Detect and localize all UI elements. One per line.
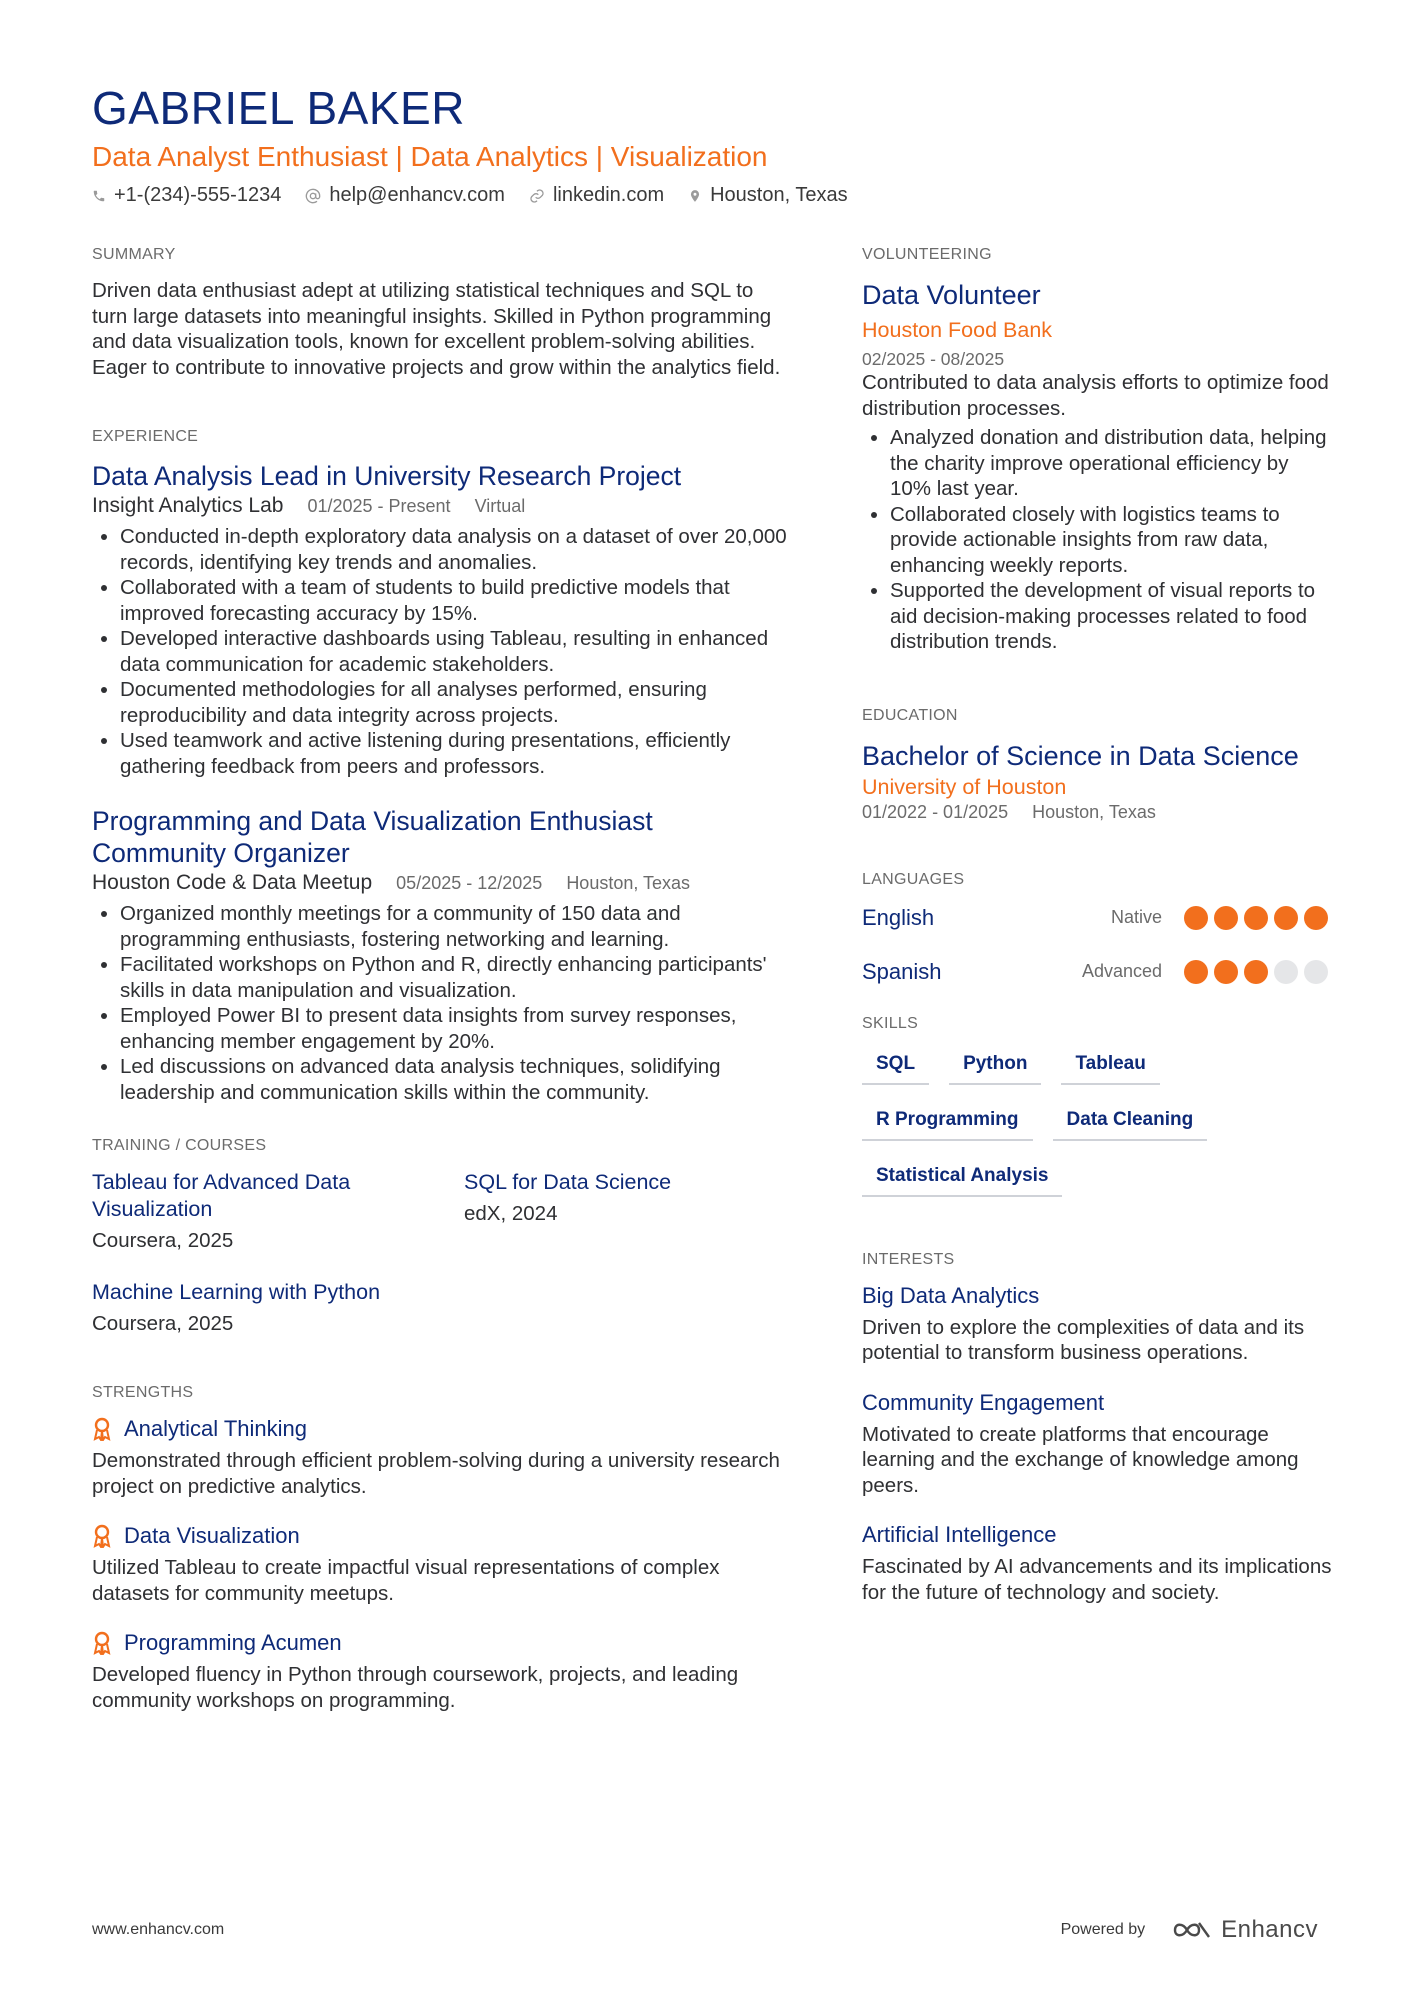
interests-section bbox=[862, 1251, 1332, 1606]
enhancv-logo[interactable] bbox=[1169, 1916, 1318, 1944]
rating-dot bbox=[1184, 906, 1208, 930]
languages-section bbox=[862, 871, 1332, 987]
summary-heading: SUMMARY bbox=[92, 246, 176, 263]
volunteer-organization: Houston Food Bank bbox=[862, 318, 1053, 342]
job-dates: 05/2025 - 12/2025 bbox=[396, 873, 543, 893]
course-item bbox=[92, 1279, 464, 1336]
interest-item bbox=[862, 1390, 1332, 1499]
job-title: Data Analysis Lead in University Research Project bbox=[92, 461, 682, 491]
strength-header bbox=[92, 1630, 792, 1656]
strength-item bbox=[92, 1523, 792, 1606]
skill-tag: Statistical Analysis bbox=[862, 1159, 1062, 1197]
course-title: SQL for Data Science bbox=[464, 1170, 672, 1194]
resume-header bbox=[92, 80, 1322, 207]
training-heading: TRAINING / COURSES bbox=[92, 1137, 267, 1154]
degree-title: Bachelor of Science in Data Science bbox=[862, 740, 1299, 771]
job-bullet: • Facilitated workshops on Python and R, directly enhancing participants' skills in data manipulation and visualization. bbox=[120, 952, 792, 1003]
contact-email[interactable] bbox=[305, 184, 505, 207]
interests-heading: INTERESTS bbox=[862, 1250, 955, 1268]
skill-tag: R Programming bbox=[862, 1103, 1033, 1141]
course-item bbox=[92, 1169, 464, 1253]
rating-dot bbox=[1214, 906, 1238, 930]
experience-item bbox=[92, 805, 792, 1105]
job-location: Houston, Texas bbox=[566, 873, 691, 893]
skills-heading: SKILLS bbox=[862, 1014, 919, 1032]
language-name: English bbox=[862, 904, 935, 930]
job-meta bbox=[92, 871, 792, 895]
strength-title: Programming Acumen bbox=[124, 1630, 342, 1655]
rating-dot bbox=[1244, 960, 1268, 984]
language-row bbox=[862, 957, 1332, 987]
contact-phone[interactable] bbox=[92, 184, 281, 207]
volunteer-bullet: • Supported the development of visual reports to aid decision-making processes related to food distribution trends. bbox=[890, 578, 1332, 655]
award-ribbon-icon bbox=[92, 1524, 112, 1548]
phone-text: +1-(234)-555-1234 bbox=[114, 184, 282, 206]
strength-description: Demonstrated through efficient problem-solving during a university research project on predictive analytics. bbox=[92, 1449, 780, 1498]
page-footer bbox=[92, 1916, 1318, 1944]
volunteer-bullet: • Collaborated closely with logistics teams to provide actionable insights from raw data, enhancing weekly reports. bbox=[890, 502, 1332, 579]
summary-section bbox=[92, 246, 792, 380]
course-provider: Coursera, 2025 bbox=[92, 1312, 234, 1335]
linkedin-text: linkedin.com bbox=[552, 184, 665, 206]
job-bullet: • Employed Power BI to present data insights from survey responses, enhancing member engagement by 20%. bbox=[120, 1003, 792, 1054]
summary-text: Driven data enthusiast adept at utilizing statistical techniques and SQL to turn large datasets into meaningful insights. Skilled in Python programming and data visualization tools, known for excellent problem-solving abilities. Eager to contribute to innovative projects and grow within the analytics field. bbox=[92, 279, 781, 379]
interest-item bbox=[862, 1283, 1332, 1366]
job-bullets bbox=[92, 901, 792, 1105]
enhancv-brand-text: Enhancv bbox=[1221, 1916, 1318, 1943]
rating-dot bbox=[1274, 960, 1298, 984]
language-level: Advanced bbox=[1081, 961, 1162, 981]
course-grid bbox=[92, 1169, 792, 1336]
skill-tags bbox=[862, 1047, 1332, 1215]
link-icon bbox=[529, 188, 545, 204]
volunteer-role: Data Volunteer bbox=[862, 280, 1041, 310]
volunteer-description: Contributed to data analysis efforts to optimize food distribution processes. bbox=[862, 371, 1329, 420]
interest-description: Motivated to create platforms that encourage learning and the exchange of knowledge among peers. bbox=[862, 1422, 1299, 1497]
rating-dot bbox=[1304, 906, 1328, 930]
languages-heading: LANGUAGES bbox=[862, 870, 965, 888]
enhancv-logo-icon bbox=[1169, 1919, 1213, 1941]
education-meta bbox=[862, 802, 1332, 823]
rating-dot bbox=[1214, 960, 1238, 984]
contact-linkedin[interactable] bbox=[529, 184, 664, 207]
volunteer-bullet: • Analyzed donation and distribution data, helping the charity improve operational efficiency by 10% last year. bbox=[890, 425, 1332, 502]
rating-dot bbox=[1304, 960, 1328, 984]
interest-title: Artificial Intelligence bbox=[862, 1522, 1057, 1547]
strength-header bbox=[92, 1523, 792, 1549]
job-bullet: • Conducted in-depth exploratory data analysis on a dataset of over 20,000 records, identifying key trends and anomalies. bbox=[120, 524, 792, 575]
volunteering-heading: VOLUNTEERING bbox=[862, 246, 992, 263]
rating-dot bbox=[1244, 906, 1268, 930]
strength-description: Developed fluency in Python through coursework, projects, and leading community workshops on programming. bbox=[92, 1663, 739, 1712]
rating-dot bbox=[1274, 906, 1298, 930]
job-meta bbox=[92, 494, 792, 518]
education-section bbox=[862, 707, 1332, 823]
language-level: Native bbox=[1110, 907, 1162, 927]
contact-bar bbox=[92, 184, 1322, 207]
course-provider: Coursera, 2025 bbox=[92, 1229, 234, 1252]
education-dates: 01/2022 - 01/2025 bbox=[862, 801, 1009, 822]
left-column bbox=[92, 246, 792, 1761]
course-title: Tableau for Advanced Data Visualization bbox=[92, 1170, 351, 1221]
footer-url-link[interactable]: www.enhancv.com bbox=[92, 1921, 225, 1938]
strengths-heading: STRENGTHS bbox=[92, 1384, 194, 1401]
job-company: Houston Code & Data Meetup bbox=[92, 871, 373, 894]
job-company: Insight Analytics Lab bbox=[92, 494, 284, 517]
interest-description: Driven to explore the complexities of data and its potential to transform business operations. bbox=[862, 1315, 1305, 1364]
contact-location bbox=[688, 184, 848, 207]
language-name: Spanish bbox=[862, 958, 942, 984]
job-bullets bbox=[92, 524, 792, 779]
job-bullet: • Documented methodologies for all analyses performed, ensuring reproducibility and data integrity across projects. bbox=[120, 677, 792, 728]
strength-title: Data Visualization bbox=[124, 1523, 300, 1548]
job-bullet: • Used teamwork and active listening during presentations, efficiently gathering feedback from peers and professors. bbox=[120, 728, 792, 779]
interest-description: Fascinated by AI advancements and its implications for the future of technology and society. bbox=[862, 1555, 1332, 1604]
job-title: Programming and Data Visualization Enthusiast Community Organizer bbox=[92, 806, 653, 868]
experience-heading: EXPERIENCE bbox=[92, 428, 199, 445]
strength-description: Utilized Tableau to create impactful visual representations of complex datasets for community meetups. bbox=[92, 1556, 720, 1605]
location-text: Houston, Texas bbox=[710, 184, 848, 206]
strengths-section bbox=[92, 1384, 792, 1713]
interest-item bbox=[862, 1522, 1332, 1605]
location-pin-icon bbox=[688, 187, 702, 205]
skill-tag: Tableau bbox=[1061, 1047, 1159, 1085]
job-location: Virtual bbox=[474, 496, 526, 516]
rating-dot bbox=[1184, 960, 1208, 984]
phone-icon bbox=[92, 188, 106, 204]
interest-title: Big Data Analytics bbox=[862, 1282, 1040, 1308]
volunteer-bullets bbox=[862, 425, 1332, 655]
course-provider: edX, 2024 bbox=[464, 1202, 558, 1225]
strength-item bbox=[92, 1630, 792, 1713]
course-title: Machine Learning with Python bbox=[92, 1280, 381, 1304]
strength-header bbox=[92, 1416, 792, 1442]
job-bullet: • Organized monthly meetings for a community of 150 data and programming enthusiasts, fostering networking and learning. bbox=[120, 901, 792, 952]
education-location: Houston, Texas bbox=[1032, 801, 1156, 822]
award-ribbon-icon bbox=[92, 1631, 112, 1655]
volunteer-dates: 02/2025 - 08/2025 bbox=[862, 349, 1005, 369]
school-name: University of Houston bbox=[862, 774, 1067, 799]
job-dates: 01/2025 - Present bbox=[307, 496, 451, 516]
skill-tag: SQL bbox=[862, 1047, 929, 1085]
candidate-tagline: Data Analyst Enthusiast | Data Analytics | Visualization bbox=[92, 141, 768, 172]
interest-title: Community Engagement bbox=[862, 1389, 1105, 1415]
language-rating bbox=[1178, 906, 1328, 930]
skill-tag: Data Cleaning bbox=[1053, 1103, 1208, 1141]
strength-item bbox=[92, 1416, 792, 1499]
skill-tag: Python bbox=[949, 1047, 1041, 1085]
right-column bbox=[862, 246, 1332, 1653]
powered-by bbox=[1061, 1916, 1318, 1944]
language-row bbox=[862, 903, 1332, 933]
email-text: help@enhancv.com bbox=[329, 184, 505, 206]
award-ribbon-icon bbox=[92, 1417, 112, 1441]
candidate-name: GABRIEL BAKER bbox=[92, 82, 465, 134]
job-bullet: • Led discussions on advanced data analysis techniques, solidifying leadership and communication skills within the community. bbox=[120, 1054, 792, 1105]
job-bullet: • Collaborated with a team of students to build predictive models that improved forecasting accuracy by 15%. bbox=[120, 575, 792, 626]
experience-section bbox=[92, 428, 792, 1105]
course-item bbox=[464, 1169, 792, 1253]
training-section bbox=[92, 1137, 792, 1336]
powered-by-label: Powered by bbox=[1060, 1921, 1146, 1938]
education-heading: EDUCATION bbox=[862, 706, 958, 724]
experience-item bbox=[92, 460, 792, 779]
at-icon bbox=[305, 188, 321, 204]
job-bullet: • Developed interactive dashboards using Tableau, resulting in enhanced data communication for academic stakeholders. bbox=[120, 626, 792, 677]
skills-section bbox=[862, 1015, 1332, 1215]
strength-title: Analytical Thinking bbox=[124, 1416, 308, 1441]
language-rating bbox=[1178, 960, 1328, 984]
volunteering-section bbox=[862, 246, 1332, 655]
